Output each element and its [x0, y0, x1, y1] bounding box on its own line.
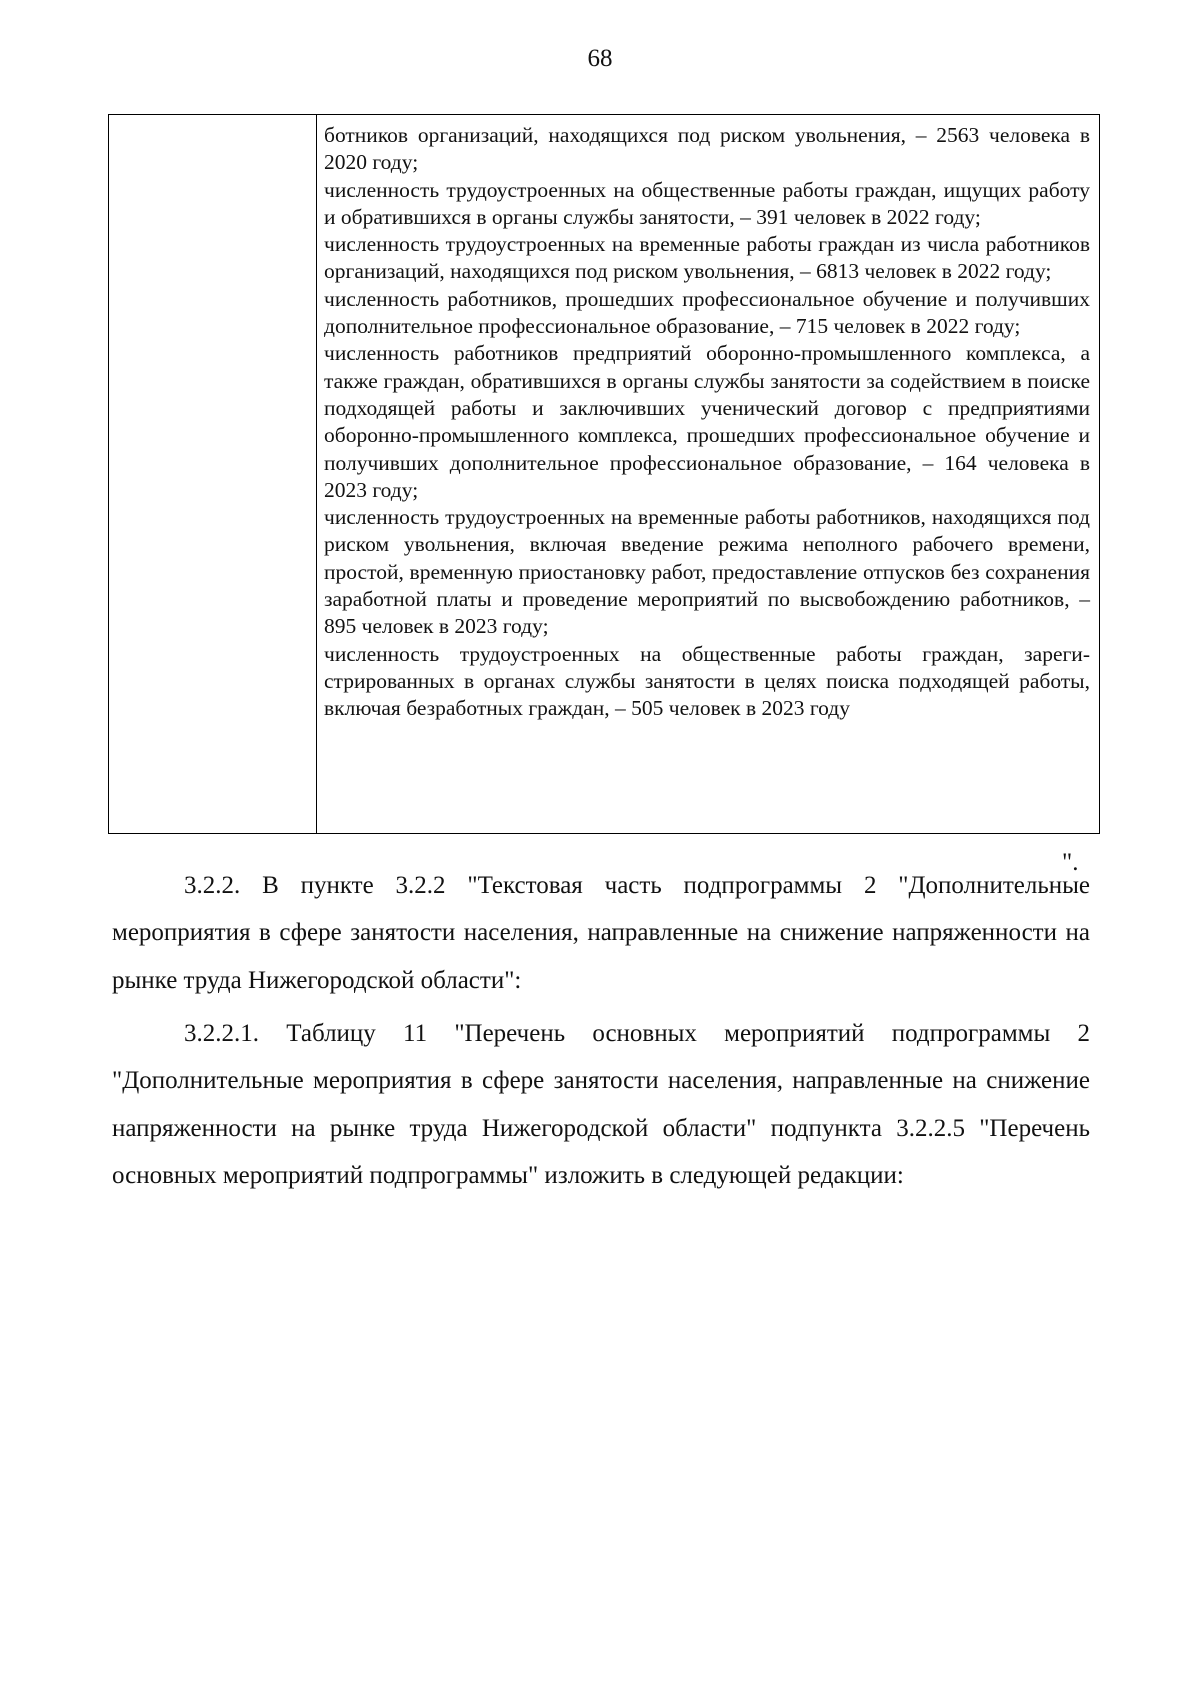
indicator-entry: численность трудоустроенных на общественные работы граждан, ищущих работу и обратившихся в органы службы занятости, – 391 человек в 2022 году;	[324, 177, 1090, 229]
indicator-entry: численность трудоустроенных на общественные работы граждан, зарегистрированных в органах службы занятости в целях поиска подходящей работы, включая безработных граждан, – 505 человек в 2023 году	[324, 641, 1090, 721]
continuation-table	[108, 114, 1100, 834]
table-row	[109, 115, 1100, 834]
page-number: 68	[587, 45, 613, 72]
indicator-entry: численность работников предприятий оборонно-промышленного комплекса, а также граждан, обратившихся в органы службы занятости за содействием в поиске подходящей работы и заключивших ученический договор с предприятиями оборонно-промышленного комплекса, прошедших профессиональное обучение и получивших дополнительное профессиональное образование, – 164 человека в 2023 году;	[324, 341, 1090, 502]
table-cell-indicators	[317, 115, 1100, 834]
indicator-entry: ботников организаций, находящихся под риском увольнения, – 2563 человека в 2020 году;	[324, 123, 1090, 175]
paragraph-3-2-2: 3.2.2. В пункте 3.2.2 "Текстовая часть подпрограммы 2 "Дополнительные мероприятия в сфере занятости населения, направленные на снижение напряженности на рынке труда Нижегородской области":	[112, 872, 1090, 994]
indicator-entry: численность трудоустроенных на временные работы граждан из числа работников организаций, находящихся под риском увольнения, – 6813 человек в 2022 году;	[324, 232, 1090, 284]
closing-quote-mark: ".	[1062, 849, 1079, 876]
indicator-entry: численность работников, прошедших профессиональное обучение и получивших дополнительное профессиональное образование, – 715 человек в 2022 году;	[324, 286, 1090, 339]
paragraph-3-2-2-1: 3.2.2.1. Таблицу 11 "Перечень основных мероприятий подпрограммы 2 "Дополнительные мероприятия в сфере занятости населения, направленные на снижение напряженности на рынке труда Нижегородской области" подпункта 3.2.2.5 "Перечень основных мероприятий подпрограммы" изложить в следующей редакции:	[112, 1020, 1090, 1190]
indicator-entry: численность трудоустроенных на временные работы работников, находящихся под риском увольнения, включая введение режима неполного рабочего времени, простой, временную приостановку работ, предоставление отпусков без сохранения заработной платы и проведение мероприятий по высвобождению работников, – 895 человек в 2023 году;	[324, 505, 1090, 639]
table-cell-left	[109, 115, 317, 834]
